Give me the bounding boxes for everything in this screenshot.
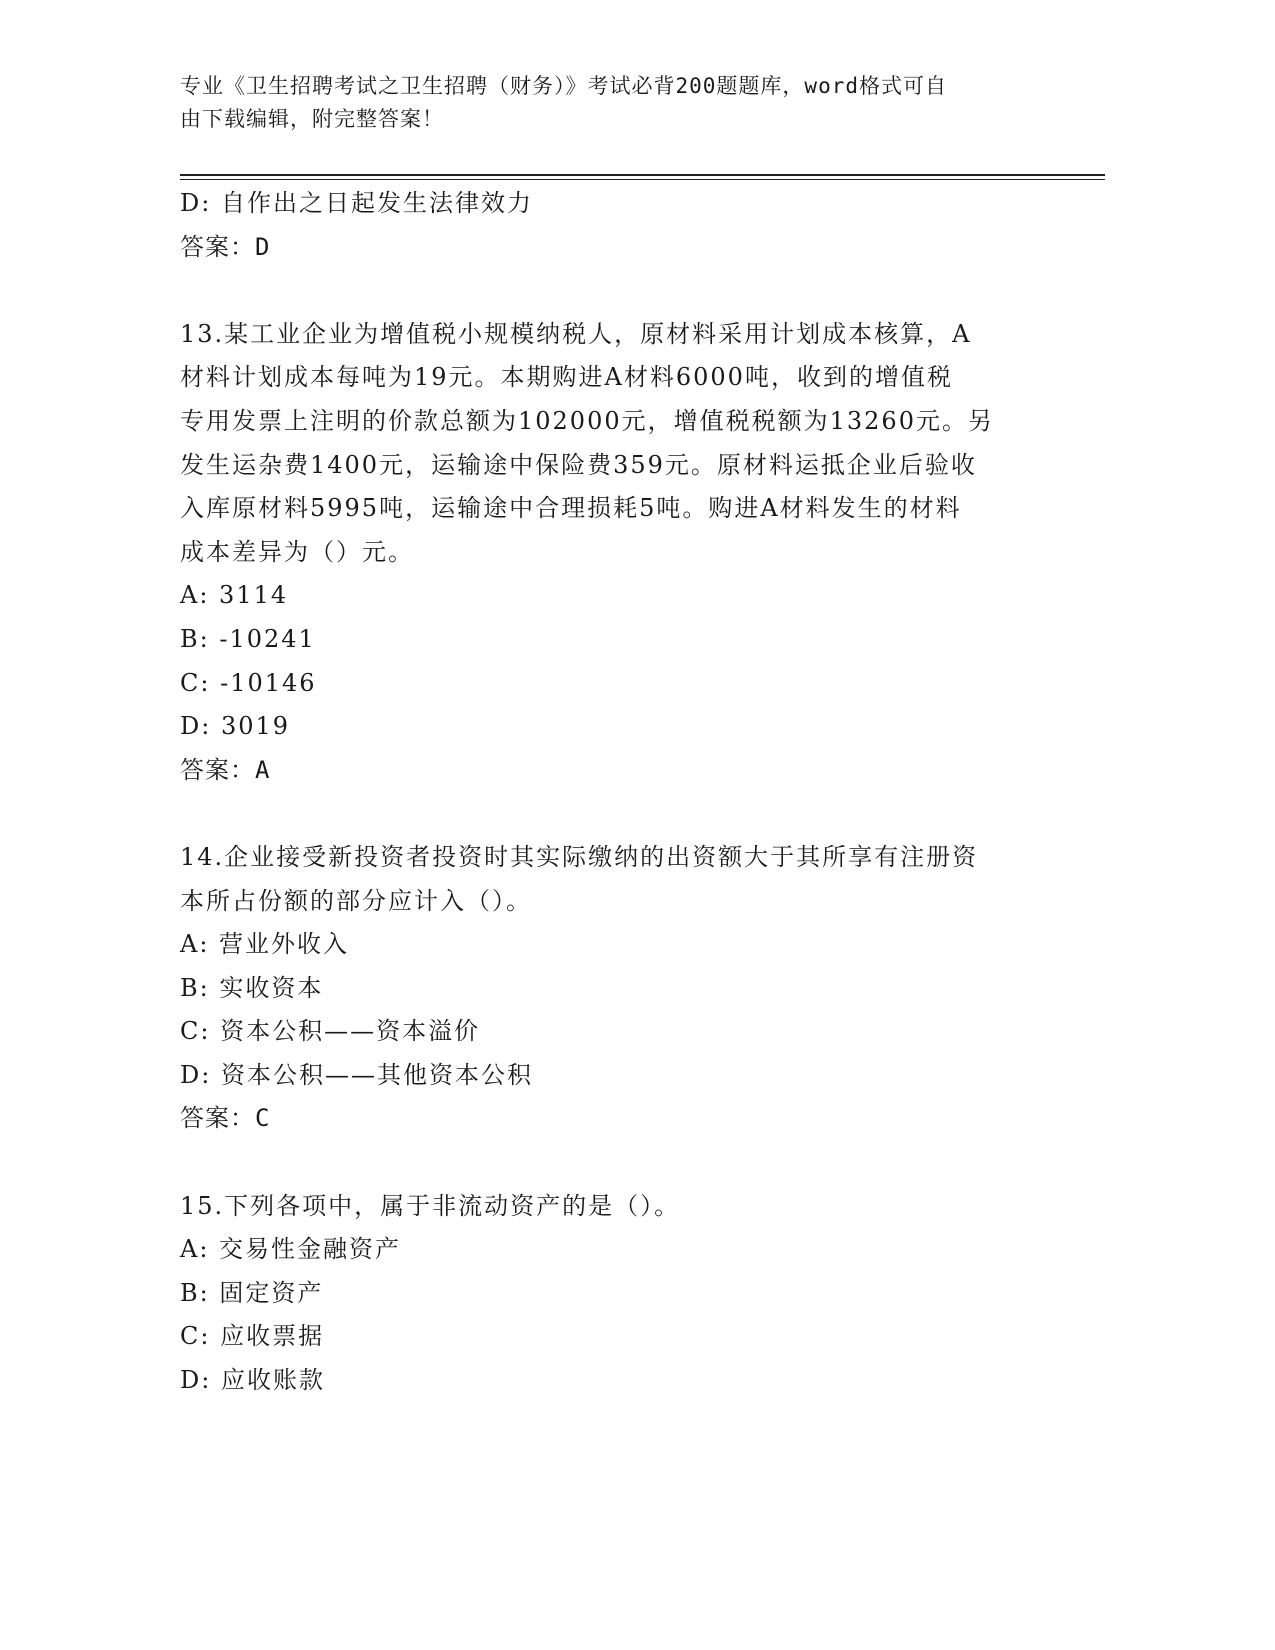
option-d: D: 资本公积——其他资本公积 [180,1060,533,1089]
carryover-option-d: D: 自作出之日起发生法律效力 [180,189,533,217]
option-c: C: -10146 [180,668,317,697]
answer: 答案：C [180,1104,271,1133]
question-text-line: 专用发票上注明的价款总额为102000元，增值税税额为13260元。另 [180,406,994,435]
question-13-text [180,313,1040,575]
carryover-answer: 答案：D [180,232,271,261]
header-divider-thin [180,179,1105,180]
question-text-line: 材料计划成本每吨为19元。本期购进A材料6000吨，收到的增值税 [180,363,953,392]
question-15-text [180,1185,1040,1229]
option-b: B: -10241 [180,624,316,653]
question-14 [180,836,1040,1141]
question-text-line: 入库原材料5995吨，运输途中合理损耗5吨。购进A材料发生的材料 [180,494,962,523]
header-divider-thick [180,174,1105,176]
question-text-line: 13.某工业企业为增值税小规模纳税人，原材料采用计划成本核算，A [180,319,972,348]
spacer [180,792,1040,836]
option-a: A: 交易性金融资产 [180,1235,402,1264]
option-b: B: 固定资产 [180,1278,324,1307]
option-b: B: 实收资本 [180,973,324,1002]
question-text-line: 14.企业接受新投资者投资时其实际缴纳的出资额大于其所享有注册资 [180,842,979,871]
document-header [180,70,1060,136]
option-d: D: 3019 [180,712,291,741]
question-text-line: 发生运杂费1400元，运输途中保险费359元。原材料运抵企业后验收 [180,450,977,479]
question-14-text [180,836,1040,923]
option-c: C: 应收票据 [180,1322,325,1351]
question-text-line: 成本差异为（）元。 [180,537,414,566]
question-text-line: 本所占份额的部分应计入（）。 [180,886,532,915]
option-c: C: 资本公积——资本溢价 [180,1017,481,1046]
option-a: A: 营业外收入 [180,930,350,959]
document-body [180,182,1040,1403]
answer: 答案：A [180,755,271,784]
spacer [180,269,1040,313]
option-d: D: 应收账款 [180,1366,325,1395]
question-15 [180,1185,1040,1403]
header-line-1: 专业《卫生招聘考试之卫生招聘（财务）》考试必背200题题库，word格式可自 [180,74,947,98]
header-line-2: 由下载编辑，附完整答案！ [180,107,444,131]
question-13 [180,313,1040,793]
spacer [180,1141,1040,1185]
option-a: A: 3114 [180,581,289,610]
question-text-line: 15.下列各项中，属于非流动资产的是（）。 [180,1191,681,1220]
